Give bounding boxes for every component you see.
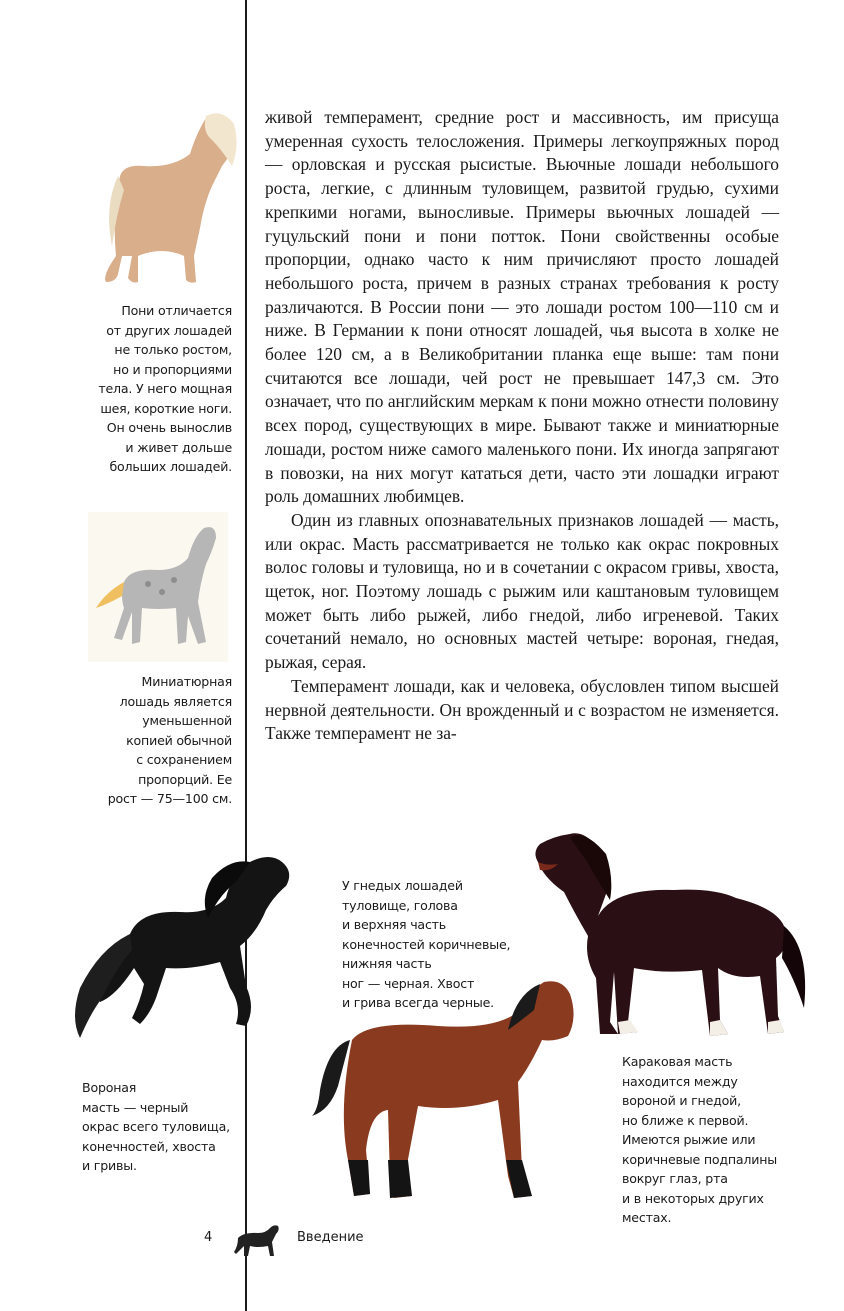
- pony-caption: [74, 301, 232, 477]
- pony-photo: [72, 106, 240, 288]
- caption-line: ног — черная. Хвост: [342, 975, 475, 991]
- caption-line: тела. У него мощная: [98, 381, 232, 396]
- paragraph: живой темперамент, средние рост и массивность, им присуща умеренная сухость телосложения. Примеры легкоупряжных пород — орловская и русская рысистые. Вьючные лошади небольшого роста, легкие, с длинным туловищем, развитой грудью, сухими крепкими ногами, выносливые. Примеры вьючных лошадей — гуцульский пони и пони потток. Пони свойственны особые пропорции, однако часто к ним причисляют просто лошадей небольшого роста, причем в разных странах требования к росту различаются. В России пони — это лошади ростом 100—110 см и ниже. В Германии к пони относят лошадей, чья высота в холке не более 120 см, а в Великобритании планка еще выше: там пони считаются все лошади, чей рост не превышает 147,3 см. Это означает, что по английским меркам к пони можно отнести половину всех пород, существующих в мире. Бывают также и миниатюрные лошади, ростом ниже самого маленького пони. Их иногда запрягают в повозки, на них могут кататься дети, часто эти лошадки играют роль домашних любимцев.: [265, 107, 779, 507]
- horse-footer-icon: [228, 1220, 284, 1260]
- miniature-horse-photo: [88, 512, 228, 662]
- caption-line: больших лошадей.: [109, 459, 232, 474]
- karak-caption: [622, 1052, 777, 1228]
- caption-line: и живет дольше: [125, 439, 232, 455]
- caption-line: коричневые подпалины: [622, 1151, 778, 1167]
- caption-line: шея, короткие ноги.: [100, 400, 232, 416]
- caption-line: уменьшенной: [142, 713, 232, 728]
- karak-horse-photo: [514, 808, 820, 1056]
- article-text: [265, 106, 779, 746]
- page-footer: [0, 1220, 844, 1266]
- caption-line: нижняя часть: [342, 956, 432, 971]
- caption-line: лошадь является: [119, 693, 232, 709]
- caption-line: Караковая масть: [622, 1054, 733, 1069]
- column-divider: [245, 0, 247, 1311]
- caption-line: вокруг глаз, рта: [622, 1171, 728, 1186]
- black-horse-photo: [60, 838, 310, 1038]
- caption-line: но ближе к первой.: [622, 1112, 749, 1128]
- section-title: Введение: [297, 1230, 364, 1245]
- caption-line: Он очень вынослив: [106, 420, 232, 435]
- caption-line: рост — 75—100 см.: [107, 791, 232, 806]
- caption-line: конечностей, хвоста: [82, 1138, 216, 1154]
- caption-line: и грива всегда черные.: [342, 995, 494, 1010]
- page-number: 4: [204, 1230, 213, 1245]
- caption-line: находится между: [622, 1073, 738, 1089]
- caption-line: от других лошадей: [106, 322, 232, 338]
- caption-line: местах.: [622, 1210, 672, 1225]
- caption-line: но и пропорциями: [113, 361, 232, 377]
- caption-line: и в некоторых других: [622, 1190, 764, 1206]
- caption-line: У гнедых лошадей: [342, 878, 463, 893]
- caption-line: масть — черный: [82, 1099, 189, 1115]
- caption-line: не только ростом,: [114, 342, 232, 357]
- caption-line: конечностей коричневые,: [342, 936, 511, 952]
- paragraph: Один из главных опознавательных признаков лошадей — масть, или окрас. Масть рассматривается не только как окрас покровных волос головы и туловища, но и в сочетании с окрасом гривы, хвоста, щеток, ног. Поэтому лошадь с рыжим или каштановым туловищем может быть либо рыжей, либо гнедой, либо игреневой. Таких сочетаний немало, но основных мастей четыре: вороная, гнедая, рыжая, серая.: [265, 509, 779, 673]
- caption-line: и верхняя часть: [342, 917, 447, 932]
- caption-line: Имеются рыжие или: [622, 1132, 756, 1147]
- caption-line: Пони отличается: [121, 303, 232, 318]
- miniature-caption: [74, 672, 232, 809]
- caption-line: и гривы.: [82, 1158, 137, 1173]
- caption-line: вороной и гнедой,: [622, 1093, 741, 1108]
- paragraph: Темперамент лошади, как и человека, обусловлен типом высшей нервной деятельности. Он врожденный и с возрастом не изменяется. Также темперамент не за-: [265, 675, 779, 744]
- caption-line: пропорций. Ее: [138, 771, 232, 787]
- caption-line: копией обычной: [126, 732, 232, 748]
- caption-line: окрас всего туловища,: [82, 1119, 230, 1134]
- caption-line: Вороная: [82, 1080, 137, 1095]
- caption-line: с сохранением: [136, 752, 232, 767]
- caption-line: туловище, голова: [342, 897, 458, 913]
- black-caption: [82, 1078, 230, 1176]
- caption-line: Миниатюрная: [141, 674, 232, 689]
